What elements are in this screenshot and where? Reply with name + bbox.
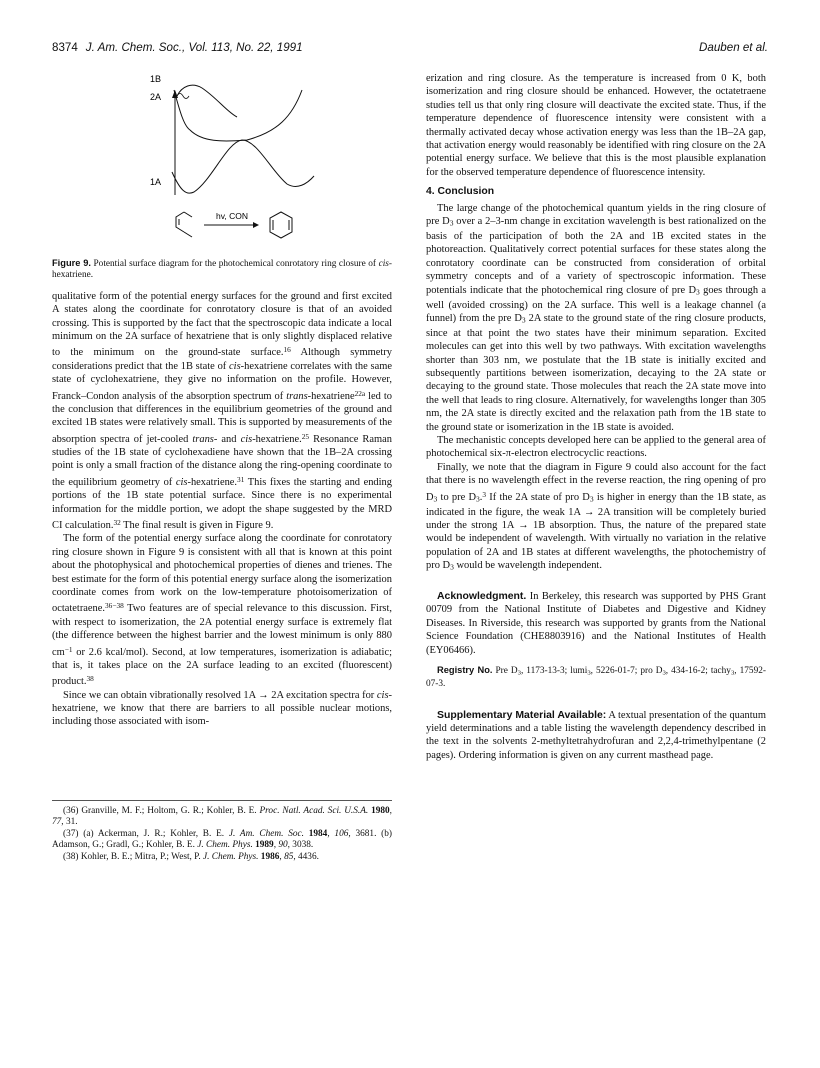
subscript: 3 [662, 669, 666, 677]
subscript: 3 [521, 315, 526, 325]
ack-label: Acknowledgment. [437, 591, 527, 603]
volume: 77 [52, 817, 62, 828]
volume: 106 [334, 828, 349, 839]
citation: 16 [283, 345, 291, 355]
citation: 22a [354, 388, 366, 398]
left-column [52, 72, 392, 729]
year: 1984 [303, 828, 328, 839]
italic: cis [175, 476, 188, 488]
reference-36 [52, 806, 392, 829]
italic: cis [376, 689, 389, 701]
text: -hexatriene. [187, 476, 238, 488]
italic: trans [192, 433, 214, 445]
pi-symbol: π [505, 448, 511, 460]
text: -hexatriene correlates with the same state of cyclohexatriene, they give no information on the profile. However, Franck–Condon analysis of the absorption spectrum of [52, 360, 392, 402]
caption-text: Potential surface diagram for the photochemical conrotatory ring closure of [90, 259, 379, 269]
footnote-rule [52, 800, 392, 801]
text: led to the conclusion that differences in the equilibrium geometries of the ground and excited 1B states were relatively small. This is supported by measurements of the absorption spectra of jet-cooled [52, 390, 392, 445]
text: , 31. [61, 817, 78, 828]
subscript: 3 [476, 494, 480, 504]
caption-text-end: -hexatriene. [52, 259, 393, 281]
text: The form of the potential energy surface along the coordinate for conrotatory ring closure shown in Figure 9 is consistent with all that is known at this point about the photophysical and photochemical properties of dienes and trienes. The best estimate for the form of this potential energy surface along the isomerization coordinate comes from work on the low-temperature photoisomerization of octatetraene. [52, 533, 392, 615]
text: , [279, 851, 285, 862]
text: Resonance Raman studies of the 1B state of cyclohexadiene have shown that the 1B–2A crossing point is only a small fraction of the distance along the ring-opening coordinate to the equilibrium geometry of [52, 433, 392, 488]
paragraph [52, 290, 392, 533]
citation: 32 [113, 518, 121, 527]
text: Since we can obtain vibrationally resolved 1A → 2A excitation spectra for [63, 689, 377, 701]
journal-citation [52, 41, 303, 54]
citation: 3 [482, 489, 487, 499]
paragraph [426, 434, 766, 461]
subscript: 3 [696, 287, 700, 297]
label-2a: 2A [150, 92, 162, 102]
text: is higher in energy than the 1B state, as indicated in the figure, the weak 1A → 2A transition will be completely buried under the strong 1A → 1B absorption. Thus, the nature of the prepared state would be independent of wavelength. With virtually no variation in the relative population of 2A and 1B states at different wavelengths, the photochemistry of pro D [426, 491, 766, 572]
curve-1b [177, 85, 237, 117]
label-1b: 1B [150, 74, 162, 84]
subscript: 3 [450, 562, 454, 572]
journal: J. Am. Chem. Soc. [228, 828, 304, 839]
figure-caption [52, 258, 392, 282]
arrow-head [172, 90, 178, 98]
text: -hexatriene, we know that there are barriers to all possible nuclear motions, including those associated with isom- [52, 689, 392, 728]
paragraph: erization and ring closure. As the temperature is increased from 0 K, both isomerization and ring closure should be enhanced. However, the octatetraene studies tell us that only ring closure will deactivate the excited state. Thus, if the temperature dependence of fluorescence intensity were consistent with a thermally activated decay whose activation energy was less than the 1B–2A gap, that activation energy would reasonably be identified with ring closure on the 2A potential energy surface. We believe that this is the most plausible explanation for the observed temperature dependence of fluorescence intensity. [426, 73, 766, 178]
reaction-arrow-head [253, 222, 259, 228]
ack-text: In Berkeley, this research was supported by PHS Grant 00709 from the National Institute of Diabetes and Digestive and Kidney Diseases. In Riverside, this research was supported by grants from the National Science Foundation (CHE8803916) and the National Institutes of Health (EY06466). [426, 591, 766, 656]
supp-text: A textual presentation of the quantum yield determinations and a table listing the wavelength dependency described in the text in the solvents 2-methyltetrahydrofuran and 2,2,4-trimethylpentane (2 pages). Ordering information is given on any current masthead page. [426, 709, 766, 761]
text: , [273, 840, 279, 851]
text: or 2.6 kcal/mol). Second, at low temperatures, isomerization is adiabatic; that is, it takes place on the 2A surface leading to an excited (fluorescent) product. [52, 646, 392, 688]
subscript: 3 [433, 494, 438, 504]
paragraph [52, 532, 392, 688]
reaction-label: hv, CON [216, 211, 248, 221]
text: (36) Granville, M. F.; Holtom, G. R.; Kohler, B. E. [63, 806, 260, 816]
text: The large change of the photochemical quantum yields in the ring closure of pre D [426, 202, 766, 228]
italic: cis [240, 433, 253, 445]
text: , [389, 806, 392, 816]
registry-label: Registry No. [437, 665, 493, 676]
section-heading: 4. Conclusion [426, 186, 495, 198]
text: over a 2–3-nm change in excitation wavelength is best rationalized on the basis of the participation of both the 2A and 1B excited states in the photoreaction. Qualitatively correct potential surfaces for these states along the conrotatory coordinate can be constructed from consideration of orbital symmetry concepts and of a variety of spectroscopic information. These potentials indicate that the photochemical ring closure of pre D [426, 216, 766, 296]
paragraph [52, 689, 392, 729]
hexatriene-structure [176, 212, 192, 237]
paragraph [426, 461, 766, 574]
year: 1980 [368, 806, 390, 816]
text: , 4436. [293, 851, 319, 862]
curve-2a [174, 90, 302, 141]
superscript: −1 [64, 644, 73, 654]
text: , 434-16-2; tachy [665, 666, 731, 677]
text: The mechanistic concepts developed here can be applied to the general area of photochemical six- [426, 435, 766, 460]
relaxation-arrow [177, 94, 189, 99]
text: , 5226-01-7; pro D [590, 666, 663, 677]
italic: cis [229, 360, 241, 372]
supp-label: Supplementary Material Available: [437, 709, 607, 721]
journal: Proc. Natl. Acad. Sci. U.S.A. [259, 806, 369, 816]
text: 2A state to the ground state of the ring closure products, since at that point the two states have their minimum separation. Excited molecules can get into this well by two pathways. With excitation wavelengths shorter than 303 nm, we postulate that the 1B state is initially excited and subsequently partitions between isomerization, decaying to the 2A state or decaying to the ground state. Those molecules that reach the 2A state move into the well that leads to ring closure. Alternatively, for wavelengths longer than 305 nm, the 2A state is directly excited and the relaxation path from the 1B state to the ground state or isomerization in the 1B state is avoided. [426, 312, 766, 433]
caption-label: Figure 9. [52, 258, 91, 268]
subscript: 3 [730, 669, 735, 677]
volume: 85 [284, 851, 294, 862]
text: to pre D [437, 491, 476, 503]
text: (37) (a) Ackerman, J. R.; Kohler, B. E. [63, 828, 229, 839]
text: , 3681. (b) Adamson, G.; Gradl, G.; Kohler, B. E. [52, 828, 393, 851]
text: goes through a well (avoided crossing) on the 2A surface. This well is a leakage channel (a funnel) from the pre D [426, 284, 767, 324]
text: , [327, 828, 335, 839]
year: 1989 [252, 840, 274, 851]
text: , 3038. [287, 840, 314, 851]
text: Two features are of special relevance to this discussion. First, with respect to isomerization, the 2A potential energy surface is extremely flat (the difference between the highest barrier and the lowest minimum is only 880 cm [52, 603, 392, 658]
journal: J. Chem. Phys. [197, 840, 253, 851]
acknowledgment [426, 590, 766, 657]
text: (38) Kohler, B. E.; Mitra, P.; West, P. [63, 851, 203, 862]
journal-name: J. Am. Chem. Soc., Vol. 113, No. 22, 1991 [85, 41, 303, 54]
text: qualitative form of the potential energy surfaces for the ground and first excited A states along the coordinate for conrotatory closure is that of an avoided crossing. This is supported by the fact that the spectroscopic data indicate a local minimum on the 2A surface of hexatriene that is only slightly displaced relative to the minimum on the ground-state surface. [52, 290, 392, 359]
page-number: 8374 [52, 41, 78, 54]
citation: 38 [86, 674, 94, 684]
subscript: 3 [589, 494, 594, 504]
citation: 25 [301, 431, 310, 441]
curve-1a [172, 140, 314, 193]
citation: 31 [237, 474, 245, 484]
text: -hexatriene. [252, 433, 302, 445]
header-authors: Dauben et al. [699, 41, 768, 54]
text: , 1173-13-3; lumi [520, 666, 588, 677]
text: -electron electrocyclic reactions. [511, 448, 647, 460]
supplementary-material [426, 709, 766, 763]
reference-38 [52, 852, 392, 863]
caption-italic: cis [378, 259, 389, 269]
paragraph [426, 202, 766, 434]
text: Pre D [492, 666, 518, 677]
reference-37 [52, 829, 392, 852]
text: , 17592-07-3. [426, 666, 766, 689]
subscript: 3 [449, 218, 454, 228]
subscript: 3 [517, 669, 521, 677]
volume: 90 [278, 840, 288, 851]
running-header [52, 41, 768, 57]
journal: J. Chem. Phys. [202, 851, 259, 862]
text: If the 2A state of pro D [486, 491, 590, 503]
text: The final result is given in Figure 9. [120, 519, 274, 531]
subscript: 3 [587, 669, 591, 677]
references [52, 800, 392, 863]
italic: trans [286, 390, 308, 402]
text: . [479, 491, 483, 503]
text: Although symmetry considerations predict that the 1B state of [52, 347, 392, 372]
text: -hexatriene [307, 390, 355, 402]
text: Finally, we note that the diagram in Figure 9 could also account for the fact that there is no wavelength effect in the reverse reaction, the ring opening of pro D [426, 461, 766, 503]
text: would be wavelength independent. [453, 560, 602, 572]
citation: 36−38 [105, 601, 124, 611]
figure-9 [52, 72, 392, 252]
text: - and [213, 433, 241, 445]
text: This fixes the starting and ending portions of the 1B state potential surface. Since there is no experimental information for the middle portion, we adopt the shape suggested by the MRD CI calculation. [52, 476, 392, 531]
registry-numbers [426, 665, 766, 691]
label-1a: 1A [150, 177, 162, 187]
year: 1986 [258, 851, 280, 862]
right-column [426, 72, 766, 762]
potential-surface-diagram [52, 72, 392, 252]
